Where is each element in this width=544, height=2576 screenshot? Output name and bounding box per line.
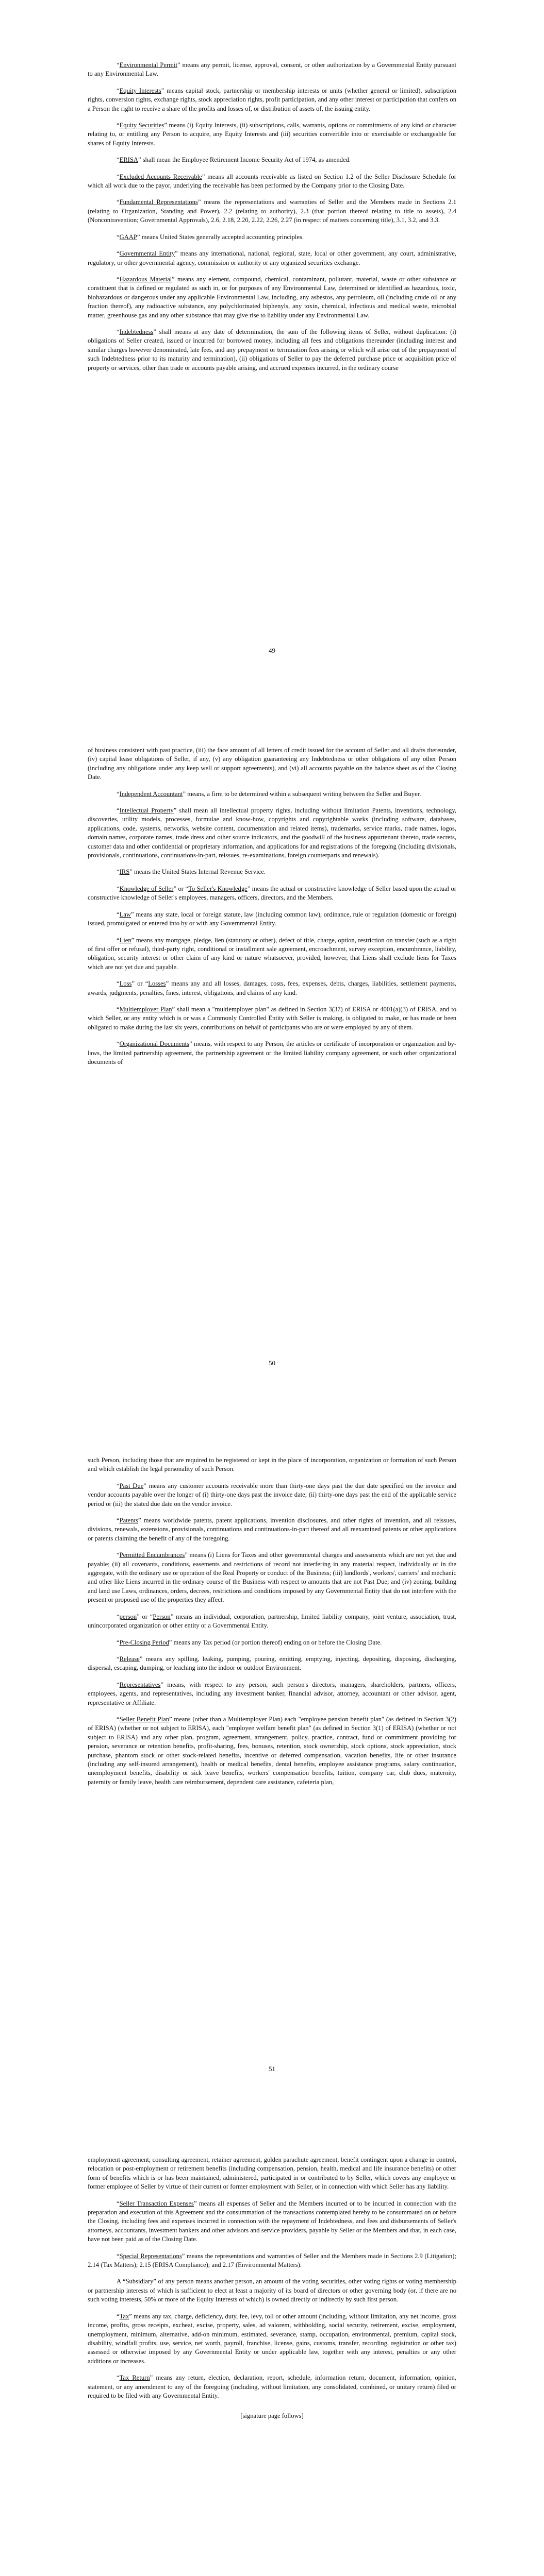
defined-term: Equity Securities <box>119 122 164 129</box>
defined-term: Environmental Permit <box>119 61 177 69</box>
defined-term: Organizational Documents <box>119 1040 189 1048</box>
document-page-50 <box>0 727 544 1437</box>
defined-term: Seller Transaction Expenses <box>119 2199 194 2207</box>
definition-paragraph: “Tax” means any tax, charge, deficiency, duty, fee, levy, toll or other amount (including, without limitation, any net income, gross income, profits, gross receipts, excheat, excise, property, sales, ad valorem, withholding, social security, retirement, excise, employment, unemployment, minimum, alternative, add-on minimum, estimated, severance, stamp, occupation, environmental, premium, capital stock, disability, windfall profits, use, service, net worth, payroll, franchise, license, gains, customs, transfer, recording, registration or other tax) assessed or otherwise imposed by any Governmental Entity or under applicable law, together with any interest, penalties or any other additions or increases. <box>88 2312 456 2365</box>
defined-term: Permitted Encumbrances <box>119 1551 185 1559</box>
defined-term: Multiemployer Plan <box>119 1005 172 1013</box>
definition-paragraph: “Past Due” means any customer accounts receivable more than thirty-one days past the due date specified on the invoice and vendor accounts payable over the longer of (i) thirty-one days past the invoice date; (ii) thirty-one days past the end of the applicable service period or (iii) the stated due date on the vendor invoice. <box>88 1482 456 1507</box>
defined-term: GAAP <box>119 233 137 241</box>
definition-paragraph: “Seller Benefit Plan” means (other than a Multiemployer Plan) each "employee pension benefit plan" (as defined in Section 3(2) of ERISA) (whether or not subject to ERISA), each "employee welfare benefit plan" (as defined in Section 3(1) of ERISA) (whether or not subject to ERISA) and any other plan, program, agreement, arrangement, policy, practice, contract, fund or commitment providing for pension, severance or retention benefits, profit-sharing, fees, bonuses, retention, stock ownership, stock options, stock appreciation, stock purchase, phantom stock or other stock-related benefits, incentive or deferred compensation, vacation benefits, life or other insurance (including any self-insured arrangement), health or medical benefits, dental benefits, employee assistance programs, salary continuation, unemployment benefits, disability or sick leave benefits, workers' compensation benefits, tuition, company car, club dues, maternity, paternity or family leave, health care reimbursement, dependent care assistance, cafeteria plan, <box>88 1715 456 1786</box>
definition-paragraph: “Equity Interests” means capital stock, partnership or membership interests or units (whether general or limited), subscription rights, conversion rights, exchange rights, stock appreciation rights, profit participation, and any other interest or participation that confers on a Person the right to receive a share of the profits and losses of, or distribution of assets of, the issuing entity. <box>88 87 456 112</box>
definition-paragraph: “Environmental Permit” means any permit, license, approval, consent, or other authorization by a Governmental Entity pursuant to any Environmental Law. <box>88 61 456 78</box>
definition-paragraph: “IRS” means the United States Internal Revenue Service. <box>117 868 266 876</box>
definition-paragraph: “Loss” or “Losses” means any and all losses, damages, costs, fees, expenses, debts, charges, liabilities, settlement payments, awards, judgments, penalties, fines, interest, obligations, and claims of any kind. <box>88 980 456 996</box>
definition-paragraph: A “Subsidiary” of any person means another person, an amount of the voting securities, other voting rights or voting membership or partnership interests of which is sufficient to elect at least a majority of its board of directors or other governing body (or, if there are no such voting interests, 50% or more of the Equity Interests of which) is owned directly or indirectly by such first person. <box>88 2278 456 2303</box>
definition-paragraph: “Multiemployer Plan” shall mean a "multiemployer plan" as defined in Section 3(37) of ERISA or 4001(a)(3) of ERISA, and to which Seller, or any entity which is or was a Commonly Controlled Entity with Seller is making, is obligated to make, or has made or been obligated to make during the last six years, contributions on behalf of participants who are or were employed by any of them. <box>88 1005 457 1031</box>
definition-paragraph: “GAAP” means United States generally accepted accounting principles. <box>117 233 304 241</box>
defined-term: Equity Interests <box>119 87 161 94</box>
definition-paragraph: “Intellectual Property” shall mean all intellectual property rights, including without limitation Patents, inventions, technology, discoveries, utility models, processes, formulae and know-how, copyrights and copyrightable works (including software, databases, applications, code, systems, networks, website content, documentation and related items), trademarks, service marks, trade names, logos, domain names, corporate names, trade dress and other source indicators, and the goodwill of the business appurtenant thereto, trade secrets, customer data and other confidential or proprietary information, and applications for and registrations of the foregoing (including divisionals, provisionals, continuations, continuations-in-part, reissues, re-examinations, foreign counterparts and renewals). <box>88 807 456 859</box>
page-body <box>88 61 456 380</box>
definition-paragraph: “person” or “Person” means an individual, corporation, partnership, limited liability company, joint venture, association, trust, unincorporated organization or other entity or a Governmental Entity. <box>88 1613 456 1630</box>
defined-term: Governmental Entity <box>119 250 175 258</box>
definition-paragraph: “ERISA” shall mean the Employee Retirement Income Security Act of 1974, as amended. <box>117 156 351 164</box>
defined-term: person <box>119 1613 137 1620</box>
definition-paragraph: “Governmental Entity” means any international, national, regional, state, local or other government, any court, administrative, regulatory, or other governmental agency, commission or authority or any organized securities exchange. <box>88 250 456 266</box>
definition-paragraph: “Lien” means any mortgage, pledge, lien (statutory or other), defect of title, charge, option, restriction on transfer (such as a right of first offer or refusal), third-party right, conditional or installment sale agreement, encroachment, survey exception, encumbrance, liability, obligation, security interest or other claim of any kind or nature whatsoever, provided, however, that Liens shall exclude liens for Taxes which are not yet due and payable. <box>88 936 456 971</box>
page-body <box>88 746 456 1074</box>
defined-term: Release <box>119 1655 140 1663</box>
defined-term: Seller Benefit Plan <box>119 1715 170 1723</box>
defined-term: Knowledge of Seller <box>119 885 174 892</box>
defined-term: ERISA <box>119 156 138 164</box>
continuation-paragraph: such Person, including those that are required to be registered or kept in the place of incorporation, organization or formation of such Person and which establish the legal personality of such Person. <box>88 1456 456 1473</box>
defined-term: Indebtedness <box>119 328 154 335</box>
definition-paragraph: “Tax Return” means any return, election, declaration, report, schedule, information return, document, information, opinion, statement, or any amendment to any of the foregoing (including, without limitation, any consolidated, combined, or unitary return) filed or required to be filed with any Governmental Entity. <box>88 2374 457 2399</box>
definition-paragraph: “Knowledge of Seller” or “To Seller's Knowledge” means the actual or constructive knowledge of Seller based upon the actual or constructive knowledge of Seller's employees, managers, officers, directors, and the Members. <box>88 885 456 902</box>
page-number: 49 <box>269 647 275 654</box>
definition-paragraph: “Law” means any state, local or foreign statute, law (including common law), ordinance, rule or regulation (domestic or foreign) issued, promulgated or entered into by or with any Governmental Entity. <box>88 910 456 927</box>
page-body <box>88 1456 456 1794</box>
definition-paragraph: “Permitted Encumbrances” means (i) Liens for Taxes and other governmental charges and assessments which are not yet due and payable; (ii) all covenants, conditions, easements and restrictions of record not interfering in any material respect, individually or in the aggregate, with the ordinary use or operation of the Real Property or conduct of the Business; (iii) landlords', workers', carriers' and mechanic and other like Liens incurred in the ordinary course of the Business with respect to amounts that are not Past Due; and (iv) zoning, building and land use Laws, ordinances, orders, decrees, restrictions and conditions imposed by any Governmental Entity that do not interfere with the present or proposed use of the properties they affect. <box>88 1551 456 1604</box>
defined-term-alt: To Seller's Knowledge <box>188 885 248 892</box>
defined-term: Hazardous Material <box>119 275 172 283</box>
page-number: 50 <box>269 1359 275 1367</box>
continuation-paragraph: employment agreement, consulting agreement, retainer agreement, golden parachute agreement, benefit contingent upon a change in control, relocation or post-employment or retirement benefits (including compensation, pension, health, medical and life insurance benefits) or other form of benefits which is or has been maintained, administered, participated in or contributed to by Seller, which covers any employee or former employee of Seller by virtue of their current or former employment with Seller, or in connection with which Seller has any liability. <box>88 2156 456 2191</box>
signature-page-note: [signature page follows] <box>240 2412 304 2420</box>
definition-paragraph: “Equity Securities” means (i) Equity Interests, (ii) subscriptions, calls, warrants, options or commitments of any kind or character relating to, or entitling any Person to acquire, any Equity Interests and (iii) securities convertible into or exercisable or exchangeable for shares of Equity Interests. <box>88 122 456 147</box>
defined-term: IRS <box>119 868 130 876</box>
defined-term: Fundamental Representations <box>119 198 198 206</box>
defined-term: Representatives <box>119 1681 161 1688</box>
document-page-51 <box>0 1437 544 2137</box>
defined-term: Lien <box>119 936 131 944</box>
defined-term: Law <box>119 910 131 918</box>
document-page-49 <box>0 0 544 727</box>
definition-paragraph: “Patents” means worldwide patents, patent applications, invention disclosures, and other rights of invention, and all reissues, divisions, renewals, extensions, provisionals, continuations and continuations-in-part thereof and all reexamined patents or other applications or patents claiming the benefit of any of the foregoing. <box>88 1517 456 1542</box>
definition-paragraph: “Organizational Documents” means, with respect to any Person, the articles or certificate of incorporation or organization and by-laws, the limited partnership agreement, the partnership agreement or the limited liability company agreement, or such other organizational documents of <box>88 1040 456 1065</box>
continuation-paragraph: of business consistent with past practice, (iii) the face amount of all letters of credit issued for the account of Seller and all drafts thereunder, (iv) capital lease obligations of Seller, if any, (v) any obligation guaranteeing any Indebtedness or other obligations of any other Person (including any obligations under any keep well or support agreements), and (vi) all accounts payable on the balance sheet as of the Closing Date. <box>88 747 456 781</box>
defined-term: Excluded Accounts Receivable <box>119 173 202 180</box>
definition-paragraph: “Indebtedness” shall means at any date of determination, the sum of the following items of Seller, without duplication: (i) obligations of Seller created, issued or incurred for borrowed money, including all fees and obligations thereunder (including interest and similar charges however denominated, late fees, and any prepayment or termination fees arising or which will arise out of the prepayment of such Indebtedness prior to its maturity and termination), (ii) obligations of Seller to pay the deferred purchase price or acquisition price of property or services, other than trade or accounts payable arising, and accrued expenses incurred, in the ordinary course <box>88 328 456 371</box>
definition-paragraph: “Seller Transaction Expenses” means all expenses of Seller and the Members incurred or to be incurred in connection with the preparation and execution of this Agreement and the consummation of the transactions contemplated hereby to be consummated on or before the Closing, including fees and expenses incurred in connection with the repayment of Indebtedness, and fees and disbursements of Seller's attorneys, accountants, investment bankers and other advisors and service providers, payable by Seller or the Members and that, in each case, have not been paid as of the Closing Date. <box>88 2199 456 2243</box>
definition-paragraph: “Special Representations” means the representations and warranties of Seller and the Members made in Sections 2.9 (Litigation); 2.14 (Tax Matters); 2.15 (ERISA Compliance); and 2.17 (Environmental Matters). <box>88 2252 456 2269</box>
definition-paragraph: “Hazardous Material” means any element, compound, chemical, contaminant, pollutant, material, waste or other substance or constituent that is defined or regulated as such in, or for purposes of any Environmental Law, determined or identified as hazardous, toxic, biohazardous or dangerous under any applicable Environmental Law, including, any asbestos, any petroleum, oil (including crude oil or any fraction thereof), any radioactive substance, any polychlorinated biphenyls, any toxin, chemical, infectious and medical waste, microbial matter, greenhouse gas and any other substance that may give rise to liability under any Environmental Law. <box>88 275 456 319</box>
defined-term: Independent Accountant <box>119 790 183 798</box>
page-body <box>88 2156 456 2421</box>
definition-paragraph: “Pre-Closing Period” means any Tax period (or portion thereof) ending on or before the Closing Date. <box>117 1638 382 1646</box>
defined-term: Pre-Closing Period <box>119 1638 169 1646</box>
document-page-52 <box>0 2137 544 2576</box>
definition-paragraph: “Independent Accountant” means, a firm to be determined within a subsequent writing between the Seller and Buyer. <box>117 790 421 798</box>
defined-term: Intellectual Property <box>119 807 174 815</box>
definition-paragraph: “Excluded Accounts Receivable” means all accounts receivable as listed on Section 1.2 of the Seller Disclosure Schedule for which all work due to the payor, underlying the receivable has been performed by the Company prior to the Closing Date. <box>88 173 456 190</box>
definition-paragraph: “Fundamental Representations” means the representations and warranties of Seller and the Members made in Sections 2.1 (relating to Organization, Standing and Power), 2.2 (relating to authority), 2.3 (that portion thereof relating to title to assets), 2.4 (Noncontravention; Governmental Approvals), 2.6, 2.18, 2.20, 2.22, 2.26, 2.27 (in respect of matters concerning title), 3.1, 3.2, and 3.3. <box>88 198 456 224</box>
defined-term: Patents <box>119 1517 138 1524</box>
page-number: 51 <box>269 2065 275 2073</box>
definition-paragraph: “Representatives” means, with respect to any person, such person's directors, managers, shareholders, partners, officers, employees, agents, and representatives, including any investment banker, financial advisor, attorney, accountant or other advisor, agent, representative or Affiliate. <box>88 1681 456 1706</box>
defined-term: Tax <box>119 2312 129 2320</box>
defined-term-alt: Losses <box>148 980 166 988</box>
defined-term: Tax Return <box>119 2374 150 2382</box>
defined-term-alt: Person <box>153 1613 171 1620</box>
defined-term: Loss <box>119 980 132 988</box>
definition-paragraph: “Release” means any spilling, leaking, pumping, pouring, emitting, emptying, injecting, depositing, disposing, discharging, dispersal, escaping, dumping, or leaching into the indoor or outdoor Environment. <box>88 1655 456 1672</box>
defined-term: Past Due <box>119 1482 144 1489</box>
defined-term: Special Representations <box>119 2252 182 2260</box>
